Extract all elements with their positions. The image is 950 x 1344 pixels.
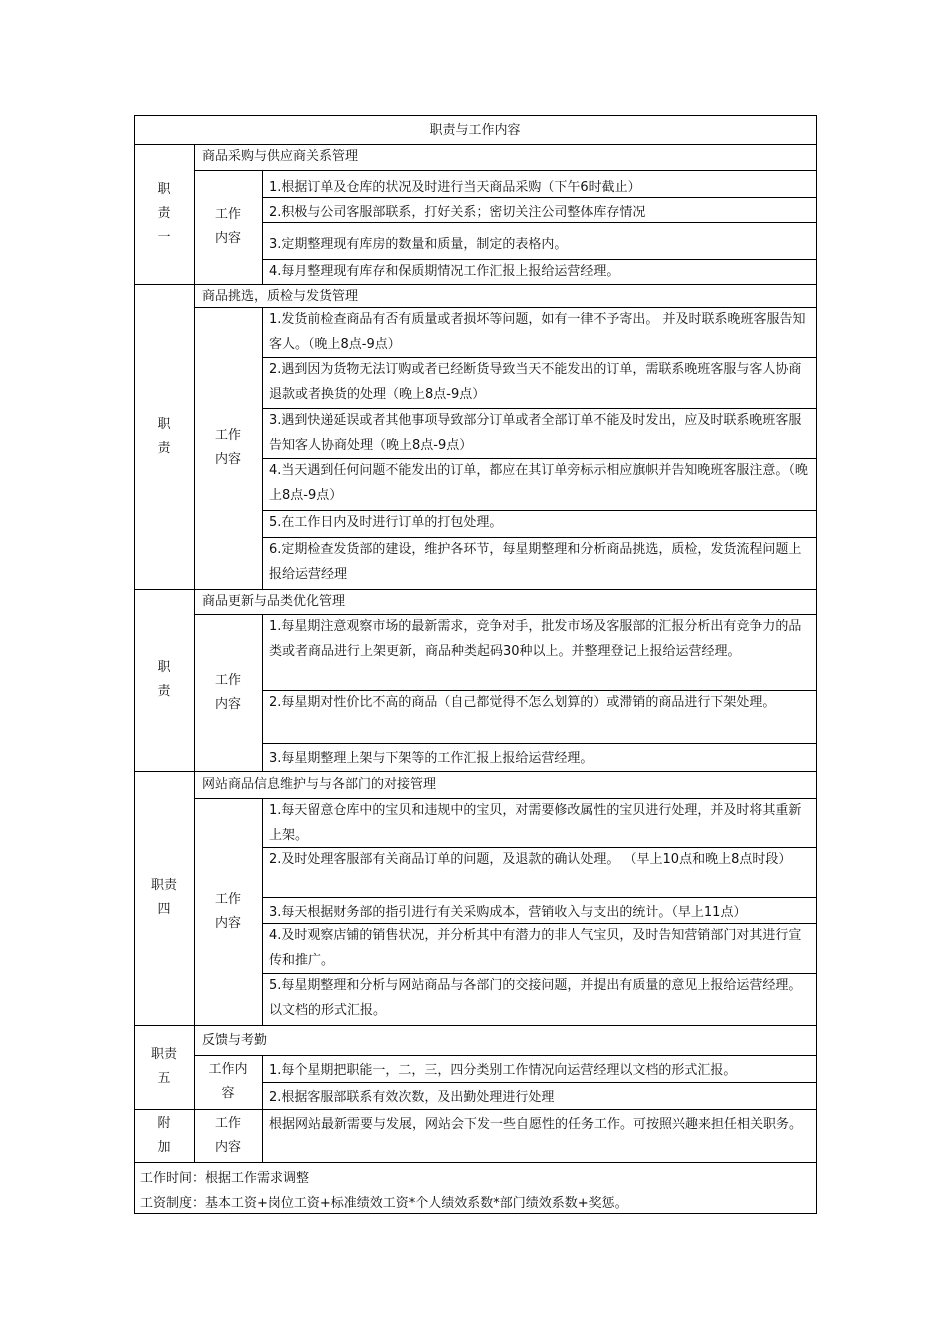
section-label: 职 <box>157 660 171 675</box>
duty-item: 4.每月整理现有库存和保质期情况工作汇报上报给运营经理。 <box>269 264 620 279</box>
table-rule <box>194 170 817 171</box>
section-label: 责 <box>157 684 171 699</box>
duty-item: 1.发货前检查商品有否有质量或者损坏等问题，如有一律不予寄出。 并及时联系晚班客服告知客人。（晚上8点-9点） <box>269 312 806 352</box>
section-label: 职 <box>157 182 171 197</box>
table-rule <box>262 798 263 1026</box>
appendix-text: 根据网站最新需要与发展，网站会下发一些自愿性的任务工作。可按照兴趣来担任相关职务。 <box>269 1117 803 1132</box>
duty-item: 4.当天遇到任何问题不能发出的订单，都应在其订单旁标示相应旗帜并告知晚班客服注意。（晚上8点-9点） <box>269 463 808 503</box>
section-title: 商品更新与品类优化管理 <box>202 594 346 609</box>
duty-item: 2.及时处理客服部有关商品订单的问题，及退款的确认处理。 （早上10点和晚上8点时段） <box>269 852 792 867</box>
table-rule <box>262 743 817 744</box>
appendix-label: 加 <box>157 1140 171 1155</box>
work-content-label: 工作 <box>214 891 241 907</box>
duty-item: 1.每个星期把职能一，二，三，四分类别工作情况向运营经理以文档的形式汇报。 <box>269 1063 737 1078</box>
salary-text: 工资制度：基本工资+岗位工资+标准绩效工资*个人绩效系数*部门绩效系数+奖惩。 <box>140 1196 628 1211</box>
duty-item: 5.在工作日内及时进行订单的打包处理。 <box>269 515 503 530</box>
work-content-label: 内容 <box>214 231 241 246</box>
section-label: 责 <box>157 206 171 221</box>
duty-item: 3.遇到快递延误或者其他事项导致部分订单或者全部订单不能及时发出，应及时联系晚班客服告知客人协商处理（晚上8点-9点） <box>269 413 802 453</box>
work-content-label: 内容 <box>214 452 241 467</box>
table-rule <box>134 115 817 116</box>
duty-item: 1.每星期注意观察市场的最新需求，竞争对手，批发市场及客服部的汇报分析出有竞争力的品类或者商品进行上架更新，商品种类起码30种以上。并整理登记上报给运营经理。 <box>269 619 802 659</box>
section-title: 商品采购与供应商关系管理 <box>202 149 359 164</box>
work-content-label: 内容 <box>214 915 241 931</box>
work-content-label: 工作 <box>214 672 241 688</box>
table-rule <box>134 1162 817 1163</box>
section-label: 职责 <box>150 1047 177 1062</box>
duty-item: 2.根据客服部联系有效次数，及出勤处理进行处理 <box>269 1090 555 1105</box>
duty-item: 3.每星期整理上架与下架等的工作汇报上报给运营经理。 <box>269 751 594 766</box>
duty-item: 2.每星期对性价比不高的商品（自己都觉得不怎么划算的）或滞销的商品进行下架处理。 <box>269 695 776 710</box>
section-label: 责 <box>157 440 171 456</box>
work-content-label: 工作 <box>214 428 241 443</box>
work-content-label: 容 <box>221 1086 235 1101</box>
table-rule <box>262 307 263 590</box>
section-title: 网站商品信息维护与与各部门的对接管理 <box>202 777 437 792</box>
table-title: 职责与工作内容 <box>429 123 521 138</box>
table-rule <box>262 614 263 772</box>
section-title: 商品挑选，质检与发货管理 <box>202 289 359 304</box>
table-rule <box>262 1109 263 1163</box>
table-rule <box>262 897 817 898</box>
work-content-label: 内容 <box>214 1140 241 1155</box>
duty-item: 1.根据订单及仓库的状况及时进行当天商品采购（下午6时截止） <box>269 180 641 195</box>
duty-item: 6.定期检查发货部的建设，维护各环节，每星期整理和分析商品挑选，质检，发货流程问题上报给运营经理 <box>269 542 802 582</box>
section-title: 反馈与考勤 <box>202 1033 268 1048</box>
section-label: 五 <box>157 1071 171 1086</box>
section-label: 职 <box>157 416 171 432</box>
duty-item: 2.遇到因为货物无法订购或者已经断货导致当天不能发出的订单，需联系晚班客服与客人协商退款或者换货的处理（晚上8点-9点） <box>269 362 802 402</box>
table-rule <box>816 115 817 1214</box>
duty-item: 3.每天根据财务部的指引进行有关采购成本，营销收入与支出的统计。（早上11点） <box>269 905 747 920</box>
work-content-label: 工作 <box>214 207 241 222</box>
work-time-text: 工作时间：根据工作需求调整 <box>140 1171 310 1186</box>
work-content-label: 内容 <box>214 696 241 712</box>
appendix-label: 附 <box>157 1116 171 1131</box>
section-label: 职责 <box>150 878 177 893</box>
duty-item: 1.每天留意仓库中的宝贝和违规中的宝贝，对需要修改属性的宝贝进行处理，并及时将其重新上架。 <box>269 803 802 843</box>
duty-item: 5.每星期整理和分析与网站商品与各部门的交接问题，并提出有质量的意见上报给运营经理。以文档的形式汇报。 <box>269 978 802 1018</box>
table-rule <box>262 170 263 285</box>
section-label: 一 <box>157 230 171 245</box>
work-content-label: 工作内 <box>208 1062 248 1077</box>
duty-item: 2.积极与公司客服部联系，打好关系；密切关注公司整体库存情况 <box>269 205 646 220</box>
table-rule <box>134 1025 817 1026</box>
duty-item: 4.及时观察店铺的销售状况，并分析其中有潜力的非人气宝贝，及时告知营销部门对其进行宣传和推广。 <box>269 928 802 968</box>
table-rule <box>194 1055 817 1056</box>
work-content-label: 工作 <box>214 1116 241 1131</box>
duty-item: 3.定期整理现有库房的数量和质量，制定的表格内。 <box>269 237 568 252</box>
section-label: 四 <box>157 902 171 917</box>
